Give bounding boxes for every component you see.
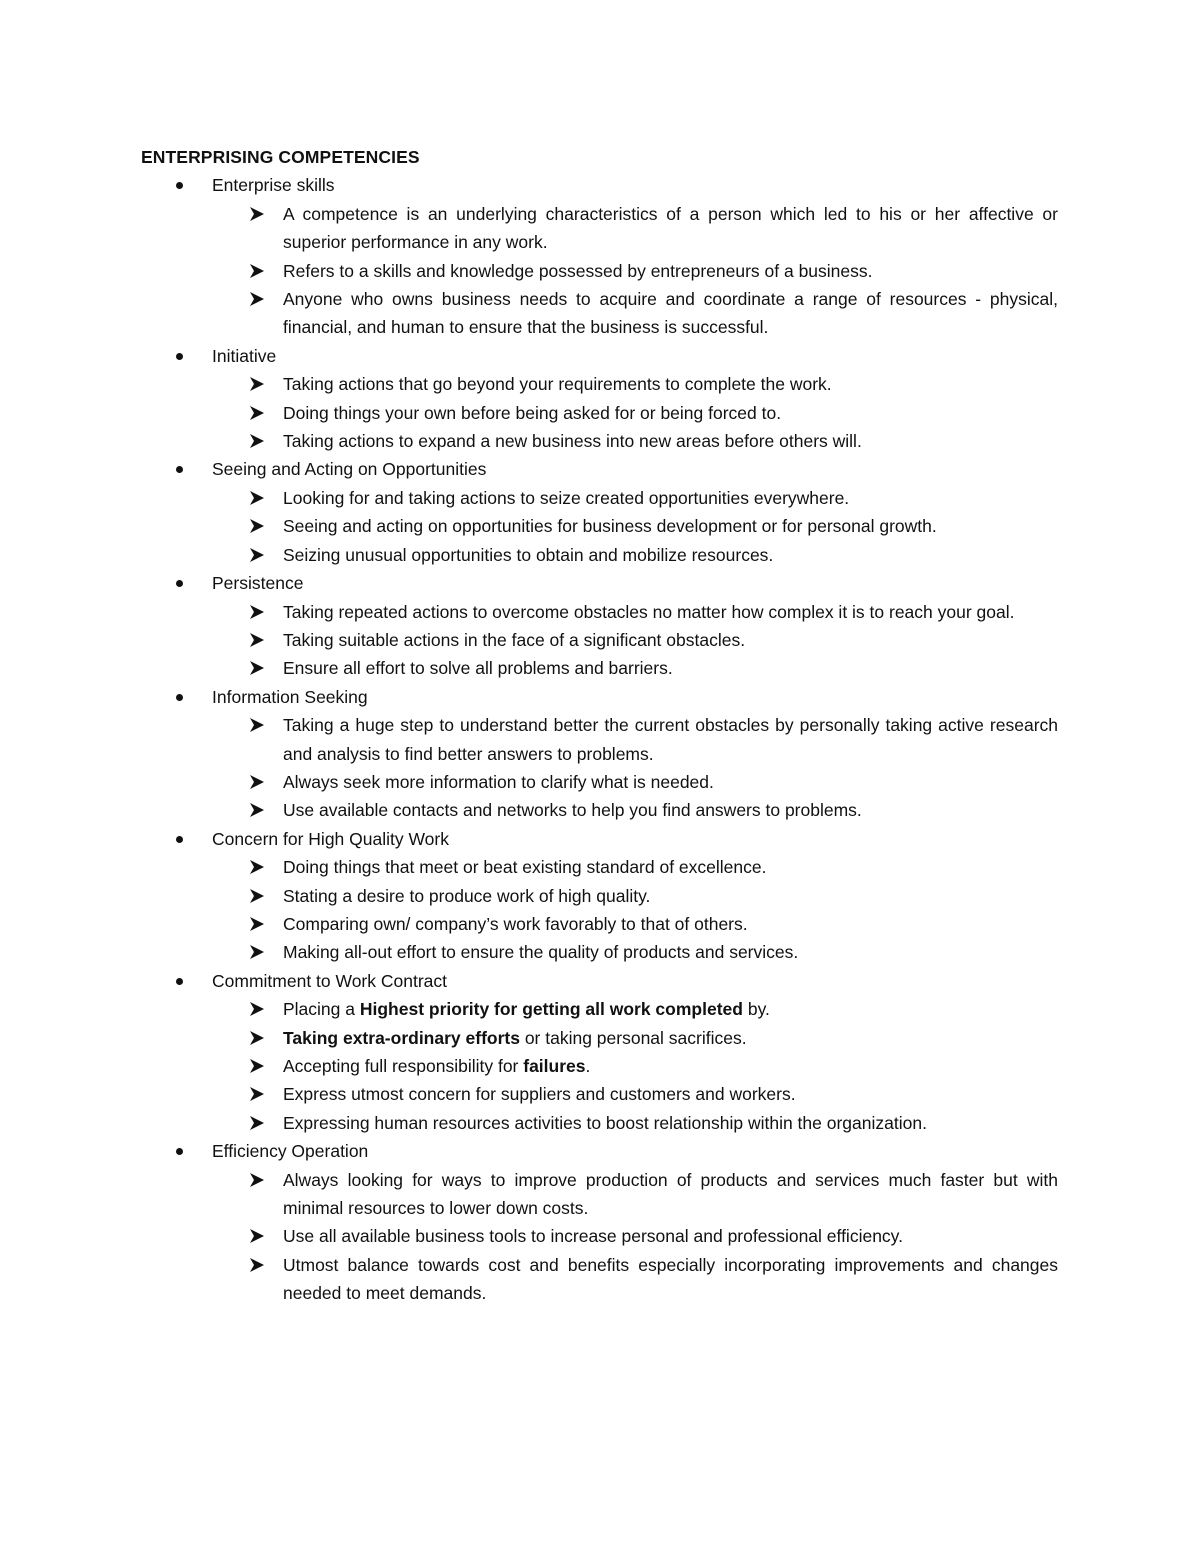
bullet-list [212,370,1058,455]
bullet-dot-icon [176,1148,183,1155]
arrow-bullet-icon [247,882,267,910]
list-item-text: Expressing human resources activities to boost relationship within the organization. [283,1112,927,1133]
arrow-bullet-icon [247,370,267,398]
bullet-list [212,711,1058,825]
arrow-bullet-icon [247,399,267,427]
list-item [212,541,1058,569]
section [141,967,1058,1137]
arrow-bullet-icon [247,938,267,966]
list-item [212,427,1058,455]
list-item-text [283,1028,747,1048]
arrow-bullet-icon [247,1024,267,1052]
section [141,171,1058,341]
section-heading: Enterprise skills [212,175,335,196]
list-item-text: Taking suitable actions in the face of a significant obstacles. [283,629,746,650]
list-item [212,512,1058,540]
list-item-text: A competence is an underlying characteristics of a person which led to his or her affective or superior performance in any work. [283,203,1058,253]
arrow-bullet-icon [247,626,267,654]
section [141,569,1058,683]
section [141,683,1058,825]
section-heading: Initiative [212,345,277,366]
list-item-text: Making all-out effort to ensure the quality of products and services. [283,942,799,963]
emphasis-text: Taking extra-ordinary efforts [283,1027,520,1048]
list-item-text: Seeing and acting on opportunities for business development or for personal growth. [283,516,937,537]
emphasis-text: failures [523,1056,586,1076]
list-item-text: Express utmost concern for suppliers and customers and workers. [283,1084,796,1105]
list-item-text: Ensure all effort to solve all problems and barriers. [283,658,673,679]
bullet-list [212,200,1058,342]
list-item-text: Looking for and taking actions to seize created opportunities everywhere. [283,487,850,508]
text-run: by. [742,999,770,1020]
list-item-text: Taking actions that go beyond your requirements to complete the work. [283,374,832,395]
list-item-text: Always seek more information to clarify what is needed. [283,771,714,792]
list-item-text: Taking a huge step to understand better the current obstacles by personally taking active research and analysis to find better answers to problems. [283,715,1058,764]
bullet-dot-icon [176,694,183,701]
arrow-bullet-icon [247,1052,267,1080]
list-item-text: Taking actions to expand a new business into new areas before others will. [283,431,862,452]
bullet-dot-icon [176,580,183,587]
list-item [212,711,1058,768]
list-item [212,626,1058,654]
arrow-bullet-icon [247,598,267,626]
list-item [212,1109,1058,1137]
emphasis-text: Highest priority for getting all work completed [359,999,743,1020]
arrow-bullet-icon [247,768,267,796]
arrow-bullet-icon [247,257,267,285]
list-item-text: Doing things your own before being asked for or being forced to. [283,402,782,423]
section-heading: Efficiency Operation [212,1141,369,1162]
arrow-bullet-icon [247,910,267,938]
section [141,825,1058,967]
document-body [141,143,1058,1308]
list-item [212,1222,1058,1250]
arrow-bullet-icon [247,285,267,313]
arrow-bullet-icon [247,1080,267,1108]
list-item-text: Stating a desire to produce work of high quality. [283,885,651,906]
list-item [212,910,1058,938]
text-run: Placing a [283,999,360,1020]
arrow-bullet-icon [247,995,267,1023]
arrow-bullet-icon [247,654,267,682]
list-item-text: Use all available business tools to increase personal and professional efficiency. [283,1226,903,1247]
list-item-text [283,999,770,1019]
list-item [212,257,1058,285]
document-title: ENTERPRISING COMPETENCIES [141,147,420,167]
list-item [212,1166,1058,1223]
arrow-bullet-icon [247,1166,267,1194]
arrow-bullet-icon [247,853,267,881]
list-item-text: Refers to a skills and knowledge possessed by entrepreneurs of a business. [283,260,873,281]
bullet-list [212,1166,1058,1308]
list-item [212,200,1058,257]
arrow-bullet-icon [247,427,267,455]
list-item [212,938,1058,966]
bullet-list [212,598,1058,683]
list-item [212,285,1058,342]
list-item [212,882,1058,910]
list-item-text: Seizing unusual opportunities to obtain and mobilize resources. [283,544,774,565]
bullet-list [212,853,1058,967]
list-item [212,995,1058,1023]
arrow-bullet-icon [247,796,267,824]
list-item [212,768,1058,796]
arrow-bullet-icon [247,541,267,569]
text-run: Accepting full responsibility for [283,1056,524,1076]
list-item [212,853,1058,881]
list-item [212,399,1058,427]
list-item-text: Use available contacts and networks to help you find answers to problems. [283,800,862,821]
list-item [212,1251,1058,1308]
bullet-dot-icon [176,466,183,473]
bullet-list [212,995,1058,1137]
section-heading: Persistence [212,573,304,594]
list-item [212,484,1058,512]
list-item [212,654,1058,682]
arrow-bullet-icon [247,1251,267,1279]
section [141,342,1058,456]
arrow-bullet-icon [247,512,267,540]
arrow-bullet-icon [247,711,267,739]
arrow-bullet-icon [247,200,267,228]
list-item-text: Always looking for ways to improve production of products and services much faster but with minimal resources to lower down costs. [283,1169,1058,1219]
bullet-dot-icon [176,978,183,985]
list-item-text: Anyone who owns business needs to acquire and coordinate a range of resources - physical, financial, and human to ensure that the business is successful. [283,289,1058,338]
list-item-text: Taking repeated actions to overcome obstacles no matter how complex it is to reach your goal. [283,601,1015,622]
arrow-bullet-icon [247,1109,267,1137]
arrow-bullet-icon [247,1222,267,1250]
list-item [212,1080,1058,1108]
text-run: . [585,1056,591,1076]
list-item-text: Utmost balance towards cost and benefits especially incorporating improvements and changes needed to meet demands. [283,1254,1058,1304]
list-item [212,1024,1058,1052]
list-item [212,796,1058,824]
bullet-dot-icon [176,182,183,189]
bullet-list [212,484,1058,569]
list-item [212,370,1058,398]
section-heading: Information Seeking [212,686,368,707]
list-item [212,1052,1058,1080]
list-item-text [283,1056,590,1076]
list-item [212,598,1058,626]
section [141,1137,1058,1307]
list-item-text: Doing things that meet or beat existing standard of excellence. [283,857,767,878]
bullet-dot-icon [176,353,183,360]
list-item-text: Comparing own/ company’s work favorably to that of others. [283,913,748,934]
arrow-bullet-icon [247,484,267,512]
text-run: or taking personal sacrifices. [519,1027,747,1048]
section-list [141,171,1058,1307]
section [141,455,1058,569]
section-heading: Concern for High Quality Work [212,828,449,849]
section-heading: Seeing and Acting on Opportunities [212,459,487,480]
bullet-dot-icon [176,836,183,843]
section-heading: Commitment to Work Contract [212,970,448,991]
